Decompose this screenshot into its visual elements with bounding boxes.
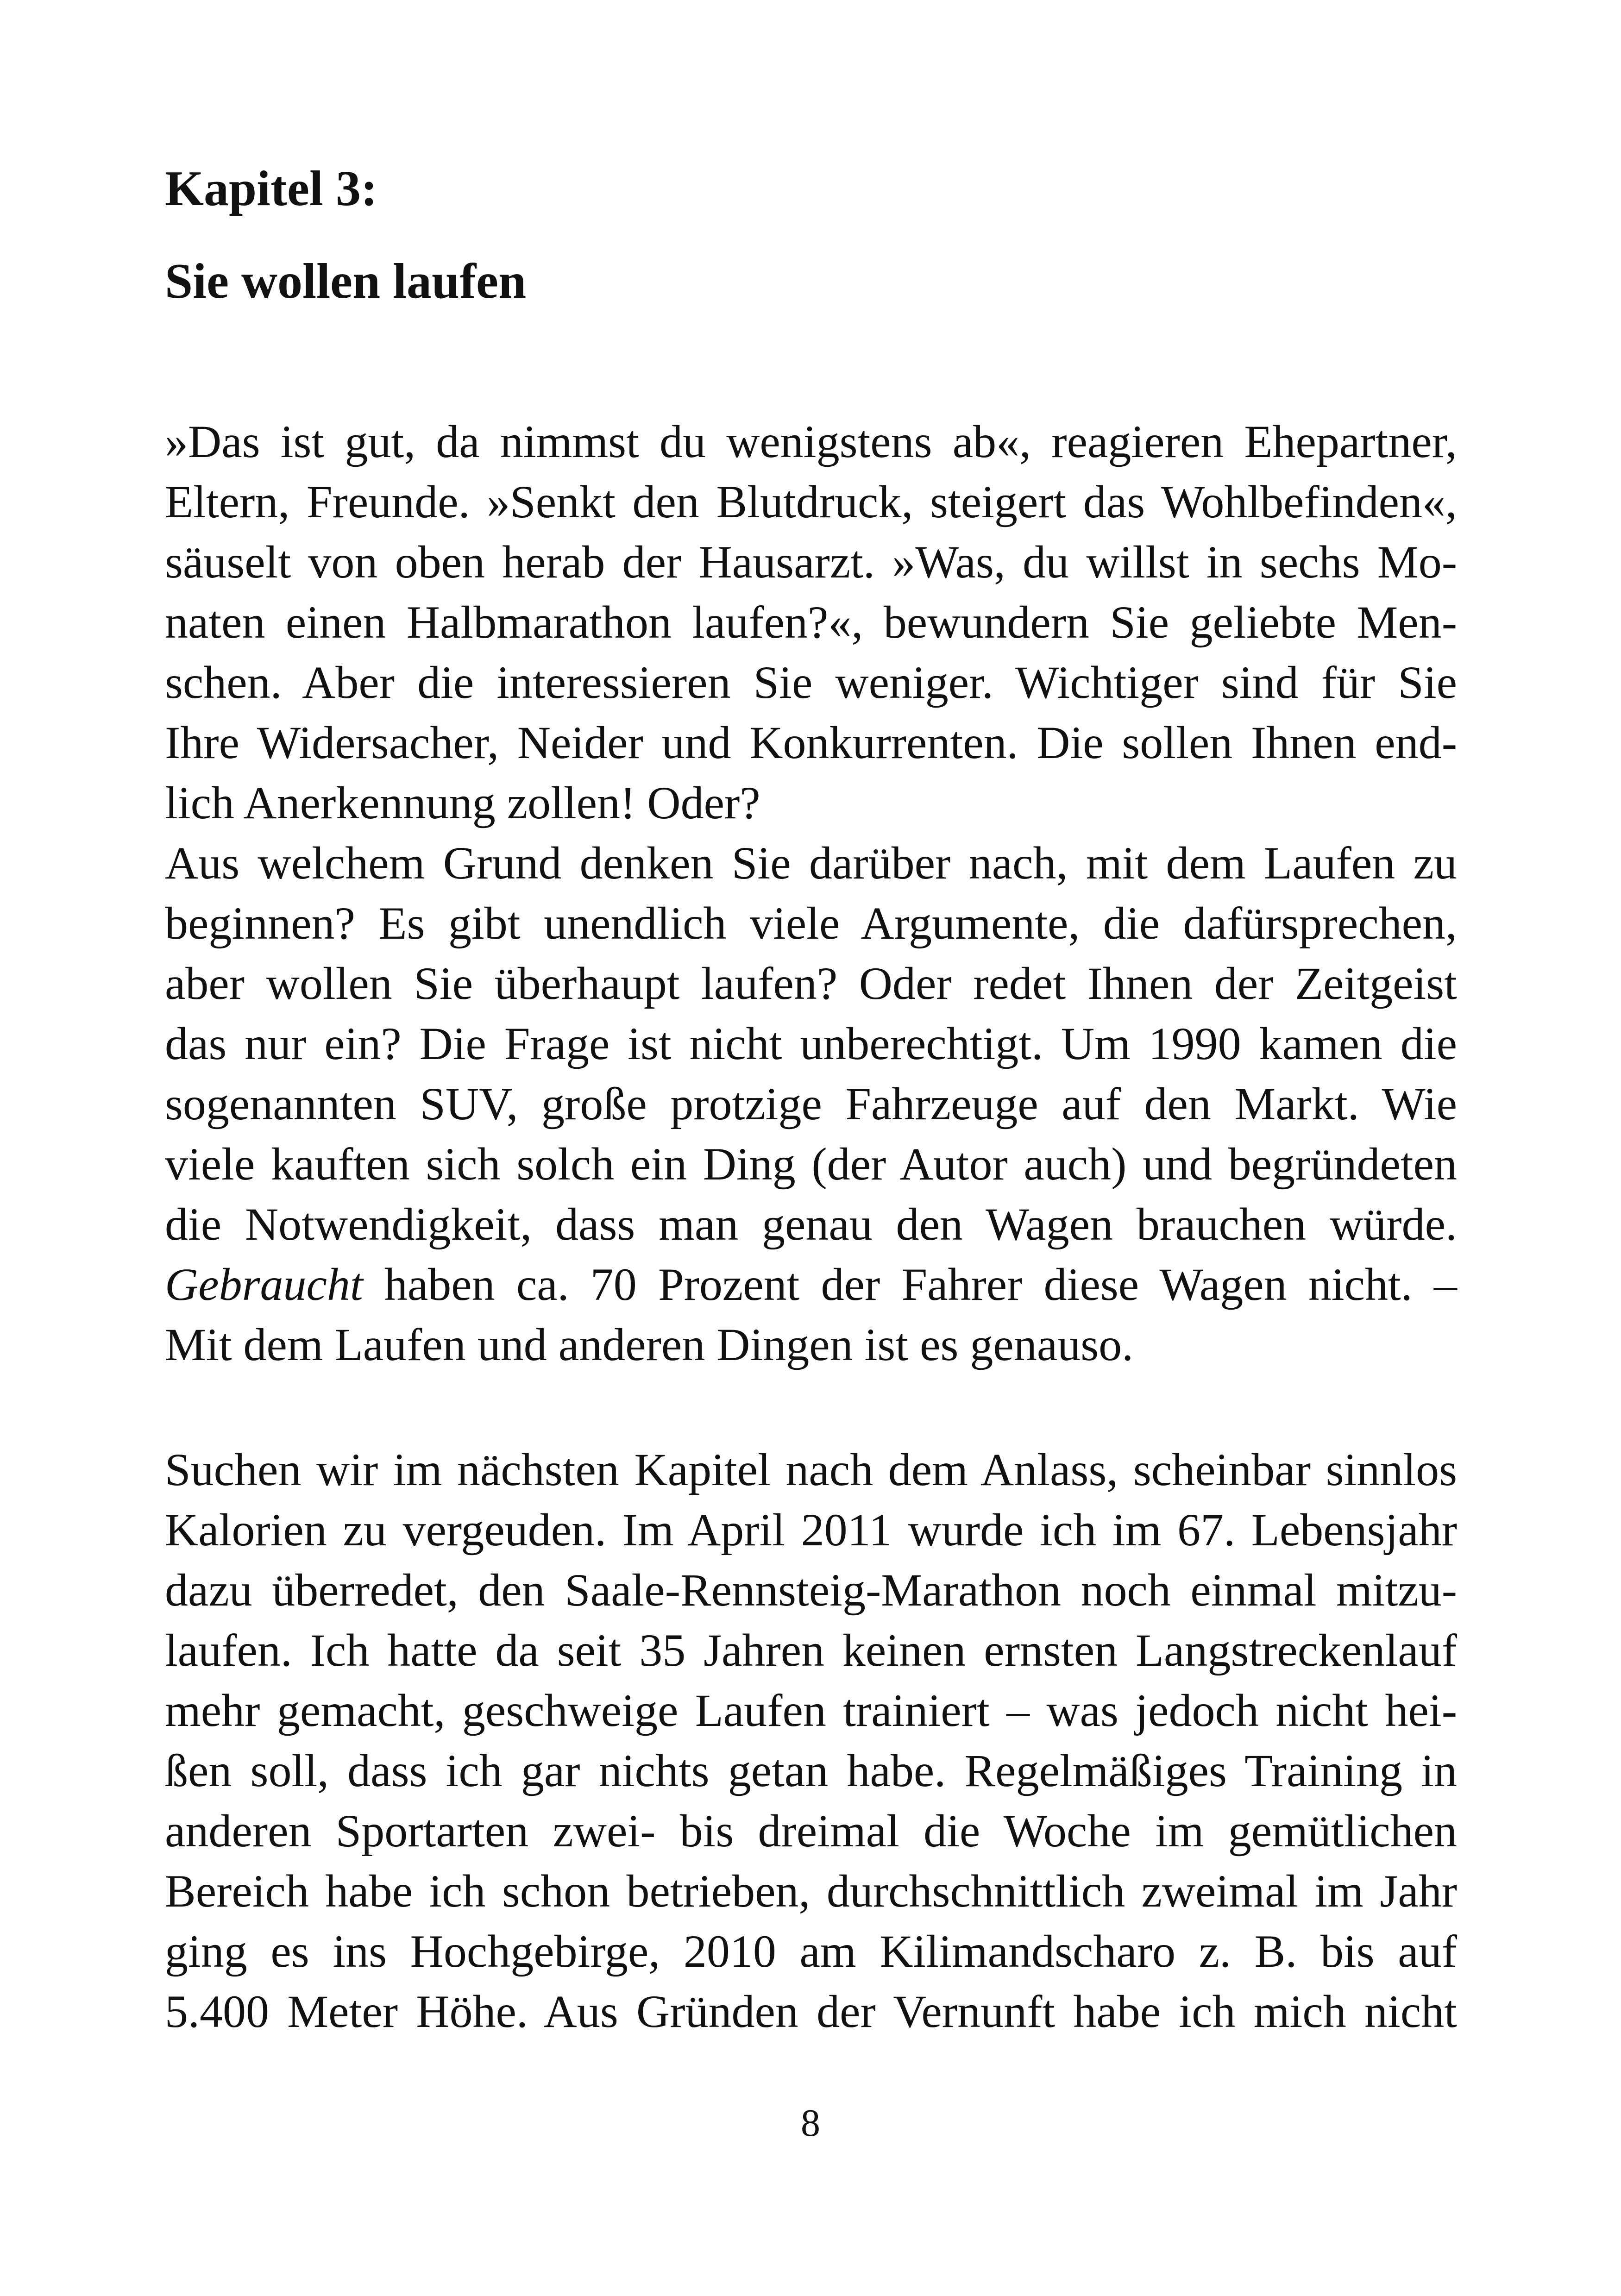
- text-line: beginnen? Es gibt unendlich viele Argumente, die dafürsprechen,: [165, 897, 1457, 949]
- text-line: schen. Aber die interessieren Sie weniger. Wichtiger sind für Sie: [165, 657, 1457, 708]
- page-number: 8: [801, 2102, 820, 2145]
- text-line: Kalorien zu vergeuden. Im April 2011 wurde ich im 67. Lebensjahr: [165, 1504, 1457, 1556]
- text-line: anderen Sportarten zwei- bis dreimal die Woche im gemütlichen: [165, 1805, 1457, 1857]
- text-line: aber wollen Sie überhaupt laufen? Oder redet Ihnen der Zeitgeist: [165, 958, 1457, 1009]
- text-line: mehr gemacht, geschweige Laufen trainiert – was jedoch nicht hei-: [165, 1685, 1457, 1736]
- text-line: Eltern, Freunde. »Senkt den Blutdruck, steigert das Wohlbefinden«,: [165, 476, 1457, 527]
- text-line: Suchen wir im nächsten Kapitel nach dem Anlass, scheinbar sinnlos: [165, 1444, 1457, 1495]
- emphasis-word: Gebraucht: [165, 1259, 363, 1310]
- text-line: 5.400 Meter Höhe. Aus Gründen der Vernunft habe ich mich nicht: [165, 1986, 1457, 2037]
- text-line: ging es ins Hochgebirge, 2010 am Kilimandscharo z. B. bis auf: [165, 1926, 1457, 1977]
- text-line: lich Anerkennung zollen! Oder?: [165, 777, 760, 828]
- text-line-with-emphasis: [165, 1255, 1457, 1315]
- text-line: Mit dem Laufen und anderen Dingen ist es genauso.: [165, 1319, 1134, 1370]
- text-line: naten einen Halbmarathon laufen?«, bewundern Sie geliebte Men-: [165, 596, 1457, 648]
- text-line: säuselt von oben herab der Hausarzt. »Was, du willst in sechs Mo-: [165, 536, 1457, 588]
- text-line: ßen soll, dass ich gar nichts getan habe. Regelmäßiges Training in: [165, 1745, 1457, 1796]
- text-line: Aus welchem Grund denken Sie darüber nach, mit dem Laufen zu: [165, 837, 1457, 889]
- text-line: laufen. Ich hatte da seit 35 Jahren keinen ernsten Langstreckenlauf: [165, 1625, 1457, 1676]
- text-line: viele kauften sich solch ein Ding (der Autor auch) und begründeten: [165, 1138, 1457, 1190]
- text-line: das nur ein? Die Frage ist nicht unberechtigt. Um 1990 kamen die: [165, 1018, 1457, 1069]
- text-span: haben ca. 70 Prozent der Fahrer diese Wagen nicht. –: [363, 1259, 1457, 1310]
- text-line: Bereich habe ich schon betrieben, durchschnittlich zweimal im Jahr: [165, 1865, 1457, 1917]
- text-line: die Notwendigkeit, dass man genau den Wagen brauchen würde.: [165, 1198, 1457, 1250]
- text-line: sogenannten SUV, große protzige Fahrzeuge auf den Markt. Wie: [165, 1078, 1457, 1129]
- text-line: »Das ist gut, da nimmst du wenigstens ab«, reagieren Ehepartner,: [165, 416, 1457, 467]
- text-line: dazu überredet, den Saale-Rennsteig-Marathon noch einmal mitzu-: [165, 1564, 1457, 1616]
- text-line: Ihre Widersacher, Neider und Konkurrenten. Die sollen Ihnen end-: [165, 717, 1457, 768]
- chapter-label: Kapitel 3:: [165, 161, 377, 216]
- chapter-title: Sie wollen laufen: [165, 254, 527, 309]
